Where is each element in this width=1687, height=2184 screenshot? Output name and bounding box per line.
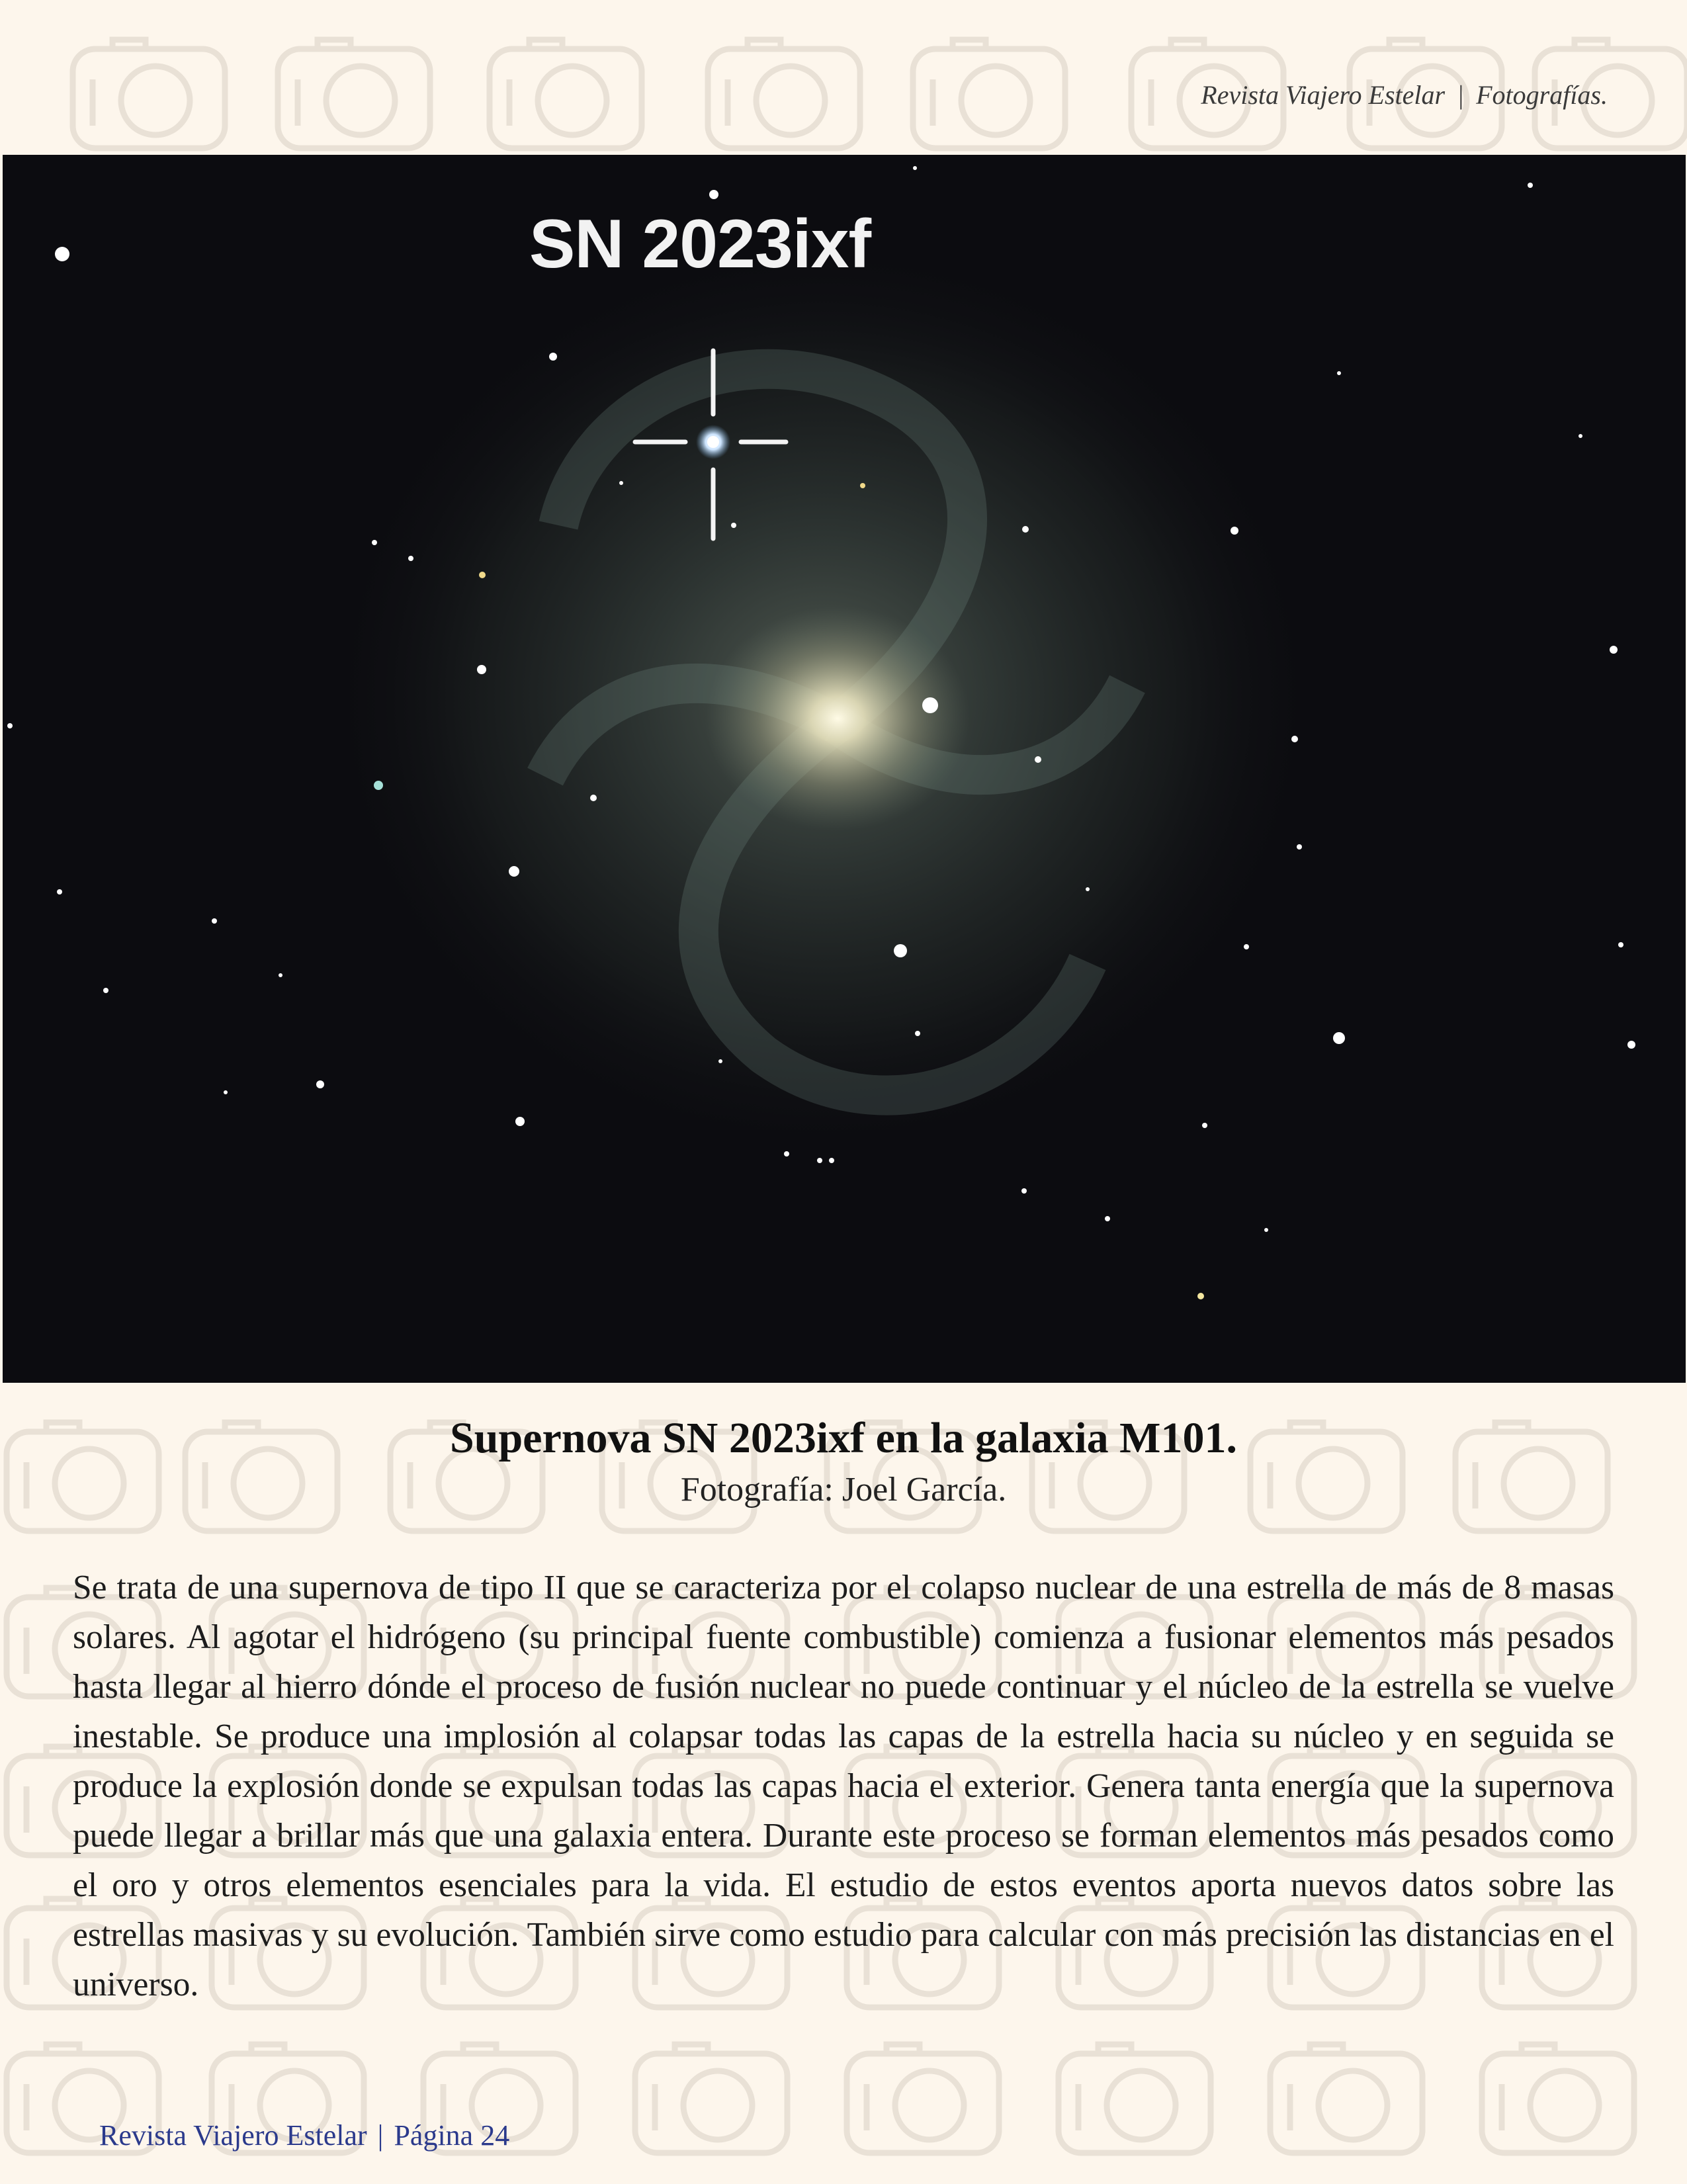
- page-number: Página 24: [394, 2119, 510, 2152]
- caption-title: Supernova SN 2023ixf en la galaxia M101.: [450, 1414, 1237, 1462]
- footer-separator: |: [377, 2119, 384, 2152]
- article-body: Se trata de una supernova de tipo II que se caracteriza por el colapso nuclear de una estrella de más de 8 masas solares. Al agotar el hidrógeno (su principal fuente combustible) comienza a fusionar elementos más pesados hasta llegar al hierro dónde el proceso de fusión nuclear no puede continuar y el núcleo de la estrella se vuelve inestable. Se produce una implosión al colapsar todas las capas de la estrella hacia su núcleo y en seguida se produce la explosión donde se expulsan todas las capas hacia el exterior. Genera tanta energía que la supernova puede llegar a brillar más que una galaxia entera. Durante este proceso se forman elementos más pesados como el oro y otros elementos esenciales para la vida. El estudio de estos eventos aporta nuevos datos sobre las estrellas masivas y su evolución. También sirve como estudio para calcular con más precisión las distancias en el universo.: [73, 1569, 1614, 2003]
- galaxy-m101-image: [3, 155, 1686, 1383]
- header-separator: |: [1457, 80, 1465, 110]
- page-footer: [99, 2118, 509, 2152]
- galaxy-photo: [3, 155, 1686, 1383]
- header-section: Fotografías.: [1476, 80, 1608, 110]
- header-magazine-name: Revista Viajero Estelar: [1201, 80, 1446, 110]
- footer-magazine-name: Revista Viajero Estelar: [99, 2119, 367, 2152]
- supernova-label: SN 2023ixf: [529, 206, 871, 283]
- running-header: [1201, 79, 1608, 110]
- photo-credit: Fotografía: Joel García.: [680, 1471, 1007, 1508]
- galaxy-core: [705, 606, 970, 831]
